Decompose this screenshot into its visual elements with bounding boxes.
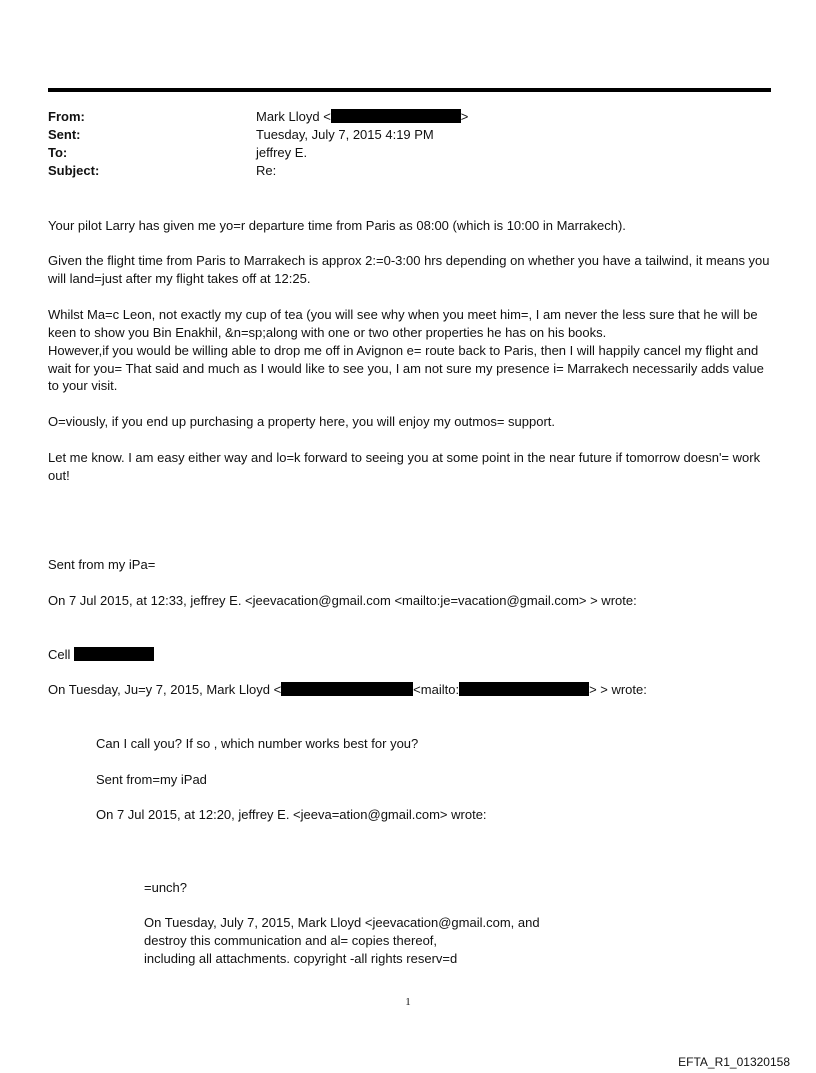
redaction-bar [281,682,413,696]
sent-label: Sent: [48,127,81,142]
sent-from-ipad: Sent from=my iPad [96,772,207,787]
quoted-header-2-start: On Tuesday, Ju=y 7, 2015, Mark Lloyd < [48,682,282,697]
subject-row [48,162,748,180]
from-end: > [460,109,469,124]
subject-value: Re: [256,163,277,178]
to-row [48,144,748,162]
quoted-header-2-mid: <mailto: [413,682,460,697]
cell-line [48,646,774,664]
body-paragraph-6: Let me know. I am easy either way and lo=k forward to seeing you at some point in the near future if tomorrow doesn'= work out! [48,450,761,483]
sent-from-signature: Sent from my iPa= [48,557,156,572]
to-value: jeffrey E. [256,145,308,160]
sent-value: Tuesday, July 7, 2015 4:19 PM [256,127,434,142]
from-name: Mark Lloyd < [256,109,331,124]
call-question: Can I call you? If so , which number works best for you? [96,736,419,751]
quoted-header-4-line-1: On Tuesday, July 7, 2015, Mark Lloyd <jeevacation@gmail.com, and [144,915,540,930]
from-value [256,108,468,126]
redaction-bar [74,647,154,661]
header-divider [48,88,771,92]
redaction-bar [331,109,461,123]
quoted-header-4-line-2: destroy this communication and al= copies thereof, [144,933,438,948]
quoted-header-3: On 7 Jul 2015, at 12:20, jeffrey E. <jeeva=ation@gmail.com> wrote: [96,807,487,822]
body-paragraph-4: However,if you would be willing able to drop me off in Avignon e= route back to Paris, then I will happily cancel my flight and wait for you= That said and much as I would like to see you, I am not sure my presence i= Marrakech necessarily adds value to your visit. [48,343,764,393]
quoted-header-2-end: > > wrote: [589,682,647,697]
subject-label: Subject: [48,163,100,178]
body-paragraph-2: Given the flight time from Paris to Marrakech is approx 2:=0-3:00 hrs depending on whether you have a tailwind, it means you will land=just after my flight takes off at 12:25. [48,253,770,286]
body-paragraph-3: Whilst Ma=c Leon, not exactly my cup of tea (you will see why when you meet him=, I am never the less sure that he will be keen to show you Bin Enakhil, &n=sp;along with one or two other properties he has on his books. [48,307,758,340]
cell-label: Cell [48,647,71,662]
redaction-bar [459,682,589,696]
document-id: EFTA_R1_01320158 [678,1055,790,1069]
quoted-header-4-line-3: including all attachments. copyright -all rights reserv=d [144,951,458,966]
from-row [48,108,748,126]
sent-row [48,126,748,144]
lunch-line: =unch? [144,880,188,895]
body-paragraph-5: O=viously, if you end up purchasing a property here, you will enjoy my outmos= support. [48,414,556,429]
page-number: 1 [405,996,411,1008]
quoted-header-1: On 7 Jul 2015, at 12:33, jeffrey E. <jeevacation@gmail.com <mailto:je=vacation@gmail.com> > wrote: [48,593,637,608]
to-label: To: [48,145,68,160]
from-label: From: [48,109,85,124]
quoted-header-2 [48,681,774,699]
body-paragraph-1: Your pilot Larry has given me yo=r departure time from Paris as 08:00 (which is 10:00 in Marrakech). [48,218,626,233]
